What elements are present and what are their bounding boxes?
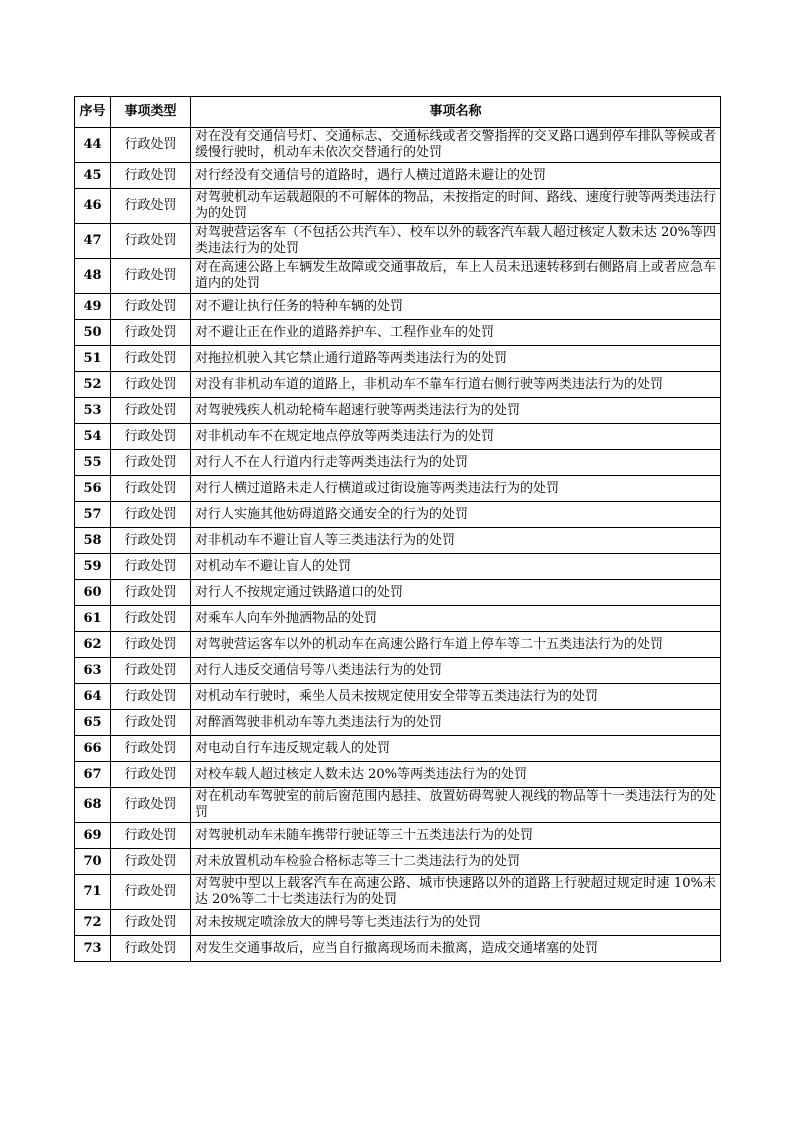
row-name: 对醉酒驾驶非机动车等九类违法行为的处罚: [191, 710, 721, 736]
row-name: 对驾驶中型以上载客汽车在高速公路、城市快速路以外的道路上行驶超过规定时速 10%未达 20%等二十七类违法行为的处罚: [191, 875, 721, 910]
row-type: 行政处罚: [111, 476, 191, 502]
row-number: 44: [75, 128, 111, 163]
row-number: 69: [75, 823, 111, 849]
row-type: 行政处罚: [111, 658, 191, 684]
row-number: 66: [75, 736, 111, 762]
row-name: 对没有非机动车道的道路上，非机动车不靠车行道右侧行驶等两类违法行为的处罚: [191, 372, 721, 398]
row-number: 46: [75, 189, 111, 224]
row-number: 65: [75, 710, 111, 736]
row-type: 行政处罚: [111, 450, 191, 476]
table-row: [75, 502, 721, 528]
row-name: 对发生交通事故后，应当自行撤离现场而未撤离，造成交通堵塞的处罚: [191, 936, 721, 962]
table-body: [75, 128, 721, 962]
row-name: 对未按规定喷涂放大的牌号等七类违法行为的处罚: [191, 910, 721, 936]
row-number: 71: [75, 875, 111, 910]
row-name: 对行经没有交通信号的道路时，遇行人横过道路未避让的处罚: [191, 163, 721, 189]
row-number: 52: [75, 372, 111, 398]
table-row: [75, 788, 721, 823]
table-row: [75, 320, 721, 346]
row-name: 对电动自行车违反规定载人的处罚: [191, 736, 721, 762]
row-type: 行政处罚: [111, 320, 191, 346]
row-number: 47: [75, 224, 111, 259]
row-number: 48: [75, 259, 111, 294]
row-number: 61: [75, 606, 111, 632]
row-name: 对不避让正在作业的道路养护车、工程作业车的处罚: [191, 320, 721, 346]
row-number: 72: [75, 910, 111, 936]
row-number: 55: [75, 450, 111, 476]
table-row: [75, 189, 721, 224]
table-row: [75, 736, 721, 762]
row-type: 行政处罚: [111, 632, 191, 658]
row-type: 行政处罚: [111, 606, 191, 632]
row-name: 对非机动车不在规定地点停放等两类违法行为的处罚: [191, 424, 721, 450]
table-row: [75, 910, 721, 936]
row-number: 58: [75, 528, 111, 554]
row-number: 50: [75, 320, 111, 346]
table-row: [75, 762, 721, 788]
row-name: 对在高速公路上车辆发生故障或交通事故后，车上人员未迅速转移到右侧路肩上或者应急车道内的处罚: [191, 259, 721, 294]
row-number: 73: [75, 936, 111, 962]
row-number: 60: [75, 580, 111, 606]
table-row: [75, 936, 721, 962]
row-number: 51: [75, 346, 111, 372]
table-row: [75, 346, 721, 372]
row-name: 对驾驶残疾人机动轮椅车超速行驶等两类违法行为的处罚: [191, 398, 721, 424]
row-name: 对非机动车不避让盲人等三类违法行为的处罚: [191, 528, 721, 554]
row-name: 对在机动车驾驶室的前后窗范围内悬挂、放置妨碍驾驶人视线的物品等十一类违法行为的处罚: [191, 788, 721, 823]
items-table: [74, 96, 721, 962]
row-type: 行政处罚: [111, 736, 191, 762]
row-type: 行政处罚: [111, 424, 191, 450]
row-name: 对行人违反交通信号等八类违法行为的处罚: [191, 658, 721, 684]
row-number: 70: [75, 849, 111, 875]
row-name: 对行人实施其他妨碍道路交通安全的行为的处罚: [191, 502, 721, 528]
table-row: [75, 554, 721, 580]
row-type: 行政处罚: [111, 372, 191, 398]
header-row: [75, 97, 721, 128]
row-type: 行政处罚: [111, 849, 191, 875]
table-row: [75, 528, 721, 554]
row-name: 对不避让执行任务的特种车辆的处罚: [191, 294, 721, 320]
row-name: 对行人横过道路未走人行横道或过街设施等两类违法行为的处罚: [191, 476, 721, 502]
row-name: 对驾驶营运客车（不包括公共汽车）、校车以外的载客汽车载人超过核定人数未达 20%等四类违法行为的处罚: [191, 224, 721, 259]
row-name: 对乘车人向车外抛洒物品的处罚: [191, 606, 721, 632]
row-type: 行政处罚: [111, 224, 191, 259]
row-type: 行政处罚: [111, 710, 191, 736]
table-row: [75, 398, 721, 424]
header-no: 序号: [75, 97, 111, 128]
row-type: 行政处罚: [111, 259, 191, 294]
table-row: [75, 294, 721, 320]
row-number: 67: [75, 762, 111, 788]
row-name: 对机动车不避让盲人的处罚: [191, 554, 721, 580]
row-type: 行政处罚: [111, 398, 191, 424]
table-row: [75, 658, 721, 684]
row-number: 53: [75, 398, 111, 424]
row-number: 49: [75, 294, 111, 320]
row-type: 行政处罚: [111, 294, 191, 320]
table-row: [75, 128, 721, 163]
row-number: 68: [75, 788, 111, 823]
row-type: 行政处罚: [111, 823, 191, 849]
row-name: 对驾驶机动车未随车携带行驶证等三十五类违法行为的处罚: [191, 823, 721, 849]
row-number: 54: [75, 424, 111, 450]
table-row: [75, 224, 721, 259]
row-number: 56: [75, 476, 111, 502]
table-row: [75, 606, 721, 632]
table-row: [75, 580, 721, 606]
row-type: 行政处罚: [111, 936, 191, 962]
table-row: [75, 684, 721, 710]
table-row: [75, 259, 721, 294]
row-number: 63: [75, 658, 111, 684]
row-type: 行政处罚: [111, 580, 191, 606]
table-row: [75, 823, 721, 849]
row-type: 行政处罚: [111, 554, 191, 580]
table-row: [75, 163, 721, 189]
row-type: 行政处罚: [111, 502, 191, 528]
row-number: 59: [75, 554, 111, 580]
row-type: 行政处罚: [111, 128, 191, 163]
row-type: 行政处罚: [111, 684, 191, 710]
row-type: 行政处罚: [111, 528, 191, 554]
table-row: [75, 476, 721, 502]
row-name: 对行人不在人行道内行走等两类违法行为的处罚: [191, 450, 721, 476]
row-type: 行政处罚: [111, 189, 191, 224]
header-name: 事项名称: [191, 97, 721, 128]
row-type: 行政处罚: [111, 163, 191, 189]
header-type: 事项类型: [111, 97, 191, 128]
row-type: 行政处罚: [111, 788, 191, 823]
row-name: 对在没有交通信号灯、交通标志、交通标线或者交警指挥的交叉路口遇到停车排队等候或者缓慢行驶时，机动车未依次交替通行的处罚: [191, 128, 721, 163]
row-type: 行政处罚: [111, 910, 191, 936]
table-row: [75, 875, 721, 910]
row-name: 对拖拉机驶入其它禁止通行道路等两类违法行为的处罚: [191, 346, 721, 372]
row-name: 对机动车行驶时，乘坐人员未按规定使用安全带等五类违法行为的处罚: [191, 684, 721, 710]
row-name: 对校车载人超过核定人数未达 20%等两类违法行为的处罚: [191, 762, 721, 788]
row-type: 行政处罚: [111, 875, 191, 910]
row-name: 对行人不按规定通过铁路道口的处罚: [191, 580, 721, 606]
row-name: 对驾驶机动车运载超限的不可解体的物品，未按指定的时间、路线、速度行驶等两类违法行为的处罚: [191, 189, 721, 224]
table-row: [75, 710, 721, 736]
row-name: 对未放置机动车检验合格标志等三十二类违法行为的处罚: [191, 849, 721, 875]
table-row: [75, 372, 721, 398]
row-type: 行政处罚: [111, 346, 191, 372]
row-number: 45: [75, 163, 111, 189]
row-number: 57: [75, 502, 111, 528]
table-row: [75, 632, 721, 658]
row-number: 62: [75, 632, 111, 658]
row-number: 64: [75, 684, 111, 710]
row-name: 对驾驶营运客车以外的机动车在高速公路行车道上停车等二十五类违法行为的处罚: [191, 632, 721, 658]
table-row: [75, 849, 721, 875]
table-row: [75, 424, 721, 450]
row-type: 行政处罚: [111, 762, 191, 788]
table-row: [75, 450, 721, 476]
